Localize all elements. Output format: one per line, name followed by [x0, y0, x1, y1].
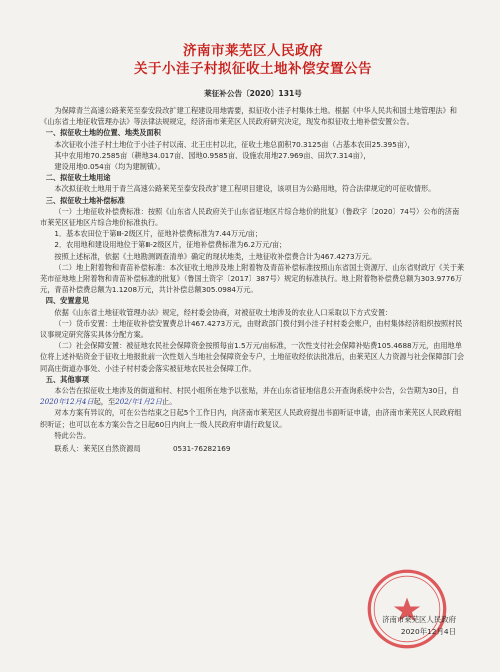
section-4-heading: 四、安置意见 — [45, 296, 89, 306]
contact-label: 联系人：莱芜区自然资源局 — [54, 444, 141, 454]
title-line-1: 济南市莱芜区人民政府 — [183, 43, 323, 59]
section-3-sub-2: （二）地上附着物和青苗补偿标准：本次征收土地涉及地上附着物及青苗补偿标准按照山东省国土资源厅、山东省财政厅《关于莱芜市征地地上附着物和青苗补偿标准的批复》（鲁国土资字〔2017〕387号）规定的标准执行。地上附着物补偿费总额为303.9776万元，青苗补偿费总额为1.1208万元，共计补偿总额305.0984万元。 — [40, 262, 465, 295]
handwritten-start-date: 2020年12月4日 — [40, 397, 94, 407]
section-1-para-1: 本次征收小洼子村土地位于小洼子村以南、北王庄村以北，征收土地总面积70.3125亩（占基本农田25.395亩）， — [54, 139, 415, 149]
notice-title — [40, 42, 466, 78]
contact-line — [40, 443, 466, 454]
title-line-2: 关于小洼子村拟征收土地补偿安置公告 — [134, 61, 372, 77]
section-5-para-1c: 止。 — [162, 397, 177, 407]
section-5-para-1a: 本公告在拟征收土地涉及的街道和村、村民小组所在地予以张贴，并在山东省征地信息公开查询系统中公告，公告期为30日，自 — [54, 386, 459, 396]
section-3-heading: 三、拟征收土地补偿标准 — [45, 195, 125, 205]
document-number: 莱征补公告〔2020〕131号 — [204, 89, 302, 98]
signature-date: 2020年12月4日 — [400, 627, 456, 636]
section-5-para-2: 对本方案有异议的，可在公告结束之日起5个工作日内，向济南市莱芜区人民政府提出书面听证申请，由济南市莱芜区人民政府组织听证；也可以在本方案公告之日起60日内向上一级人民政府申请行政复议。 — [40, 408, 462, 429]
intro-paragraph: 为保障青兰高速公路莱芜至泰安段改扩建工程建设用地需要，拟征收小洼子村集体土地。根据《中华人民共和国土地管理法》和《山东省土地征收管理办法》等法律法规规定，经济南市莱芜区人民政府研究决定，现发布拟征收土地补偿安置公告。 — [40, 106, 457, 127]
notice-body — [40, 105, 466, 454]
section-5-para-1b: 起，至 — [93, 397, 116, 407]
section-4-sub-2: （二）社会保障安置：被征地农民社会保障资金按照每亩1.5万元/亩标准，一次性支付社会保障补贴费105.4688万元，由用地单位将上述补贴资金于征收土地报批前一次性划入当地社会保障资金专户，土地征收经依法批准后，由莱芜区人力资源与社会保障部门会同高庄街道办事处、小洼子村村委会落实被征地农民社会保障工作。 — [40, 341, 465, 373]
section-5-heading: 五、其他事项 — [45, 374, 89, 384]
section-3-calc: 按照上述标准，依据《土地勘测调查清单》确定的现状地类，土地征收补偿费合计为467.4273万元。 — [54, 251, 377, 261]
section-5-para-3: 特此公告。 — [54, 430, 91, 440]
contact-phone: 0531-76282169 — [172, 444, 231, 454]
section-5-para-1 — [40, 385, 466, 407]
section-1-para-3: 建设用地0.054亩（均为建制镇）。 — [54, 162, 165, 172]
section-1-para-2: 其中农用地70.2585亩（耕地34.017亩、园地0.9585亩、设施农用地27.969亩、田坎7.314亩）， — [54, 150, 371, 160]
signature-block — [382, 614, 456, 638]
section-3-sub-1: （一）土地征收补偿费标准：按照《山东省人民政府关于山东省征地区片综合地价的批复》（鲁政字〔2020〕74号）公布的济南市莱芜区征地区片综合地价标准执行。 — [40, 206, 460, 228]
section-3-item-1: 1．基本农田位于第Ⅲ-2级区片，征地补偿费标准为7.44万元/亩； — [54, 229, 263, 239]
section-4-para-1: 依据《山东省土地征收管理办法》规定，经村委会协商，对被征收土地涉及的农业人口采取以下方式安置： — [54, 307, 393, 317]
handwritten-end-date: 202/年1月2日 — [115, 397, 163, 407]
section-2-para-1: 本次拟征收土地用于青兰高速公路莱芜至泰安段改扩建工程项目建设，该项目为公路用地，符合法律规定的可征收情形。 — [54, 184, 436, 194]
section-2-heading: 二、拟征收土地用途 — [45, 173, 111, 183]
section-1-heading: 一、拟征收土地的位置、地类及面积 — [45, 128, 161, 138]
signature-org: 济南市莱芜区人民政府 — [382, 615, 456, 624]
section-3-item-2: 2．农用地和建设用地位于第Ⅲ-2级区片，征地补偿费标准为6.2万元/亩； — [54, 240, 287, 250]
section-4-sub-1: （一）货币安置：土地征收补偿安置费总计467.4273万元，由财政部门拨付到小洼子村村委会账户，由村集体经济组织按照村民议事规定研究落实具体分配方案。 — [40, 318, 463, 340]
